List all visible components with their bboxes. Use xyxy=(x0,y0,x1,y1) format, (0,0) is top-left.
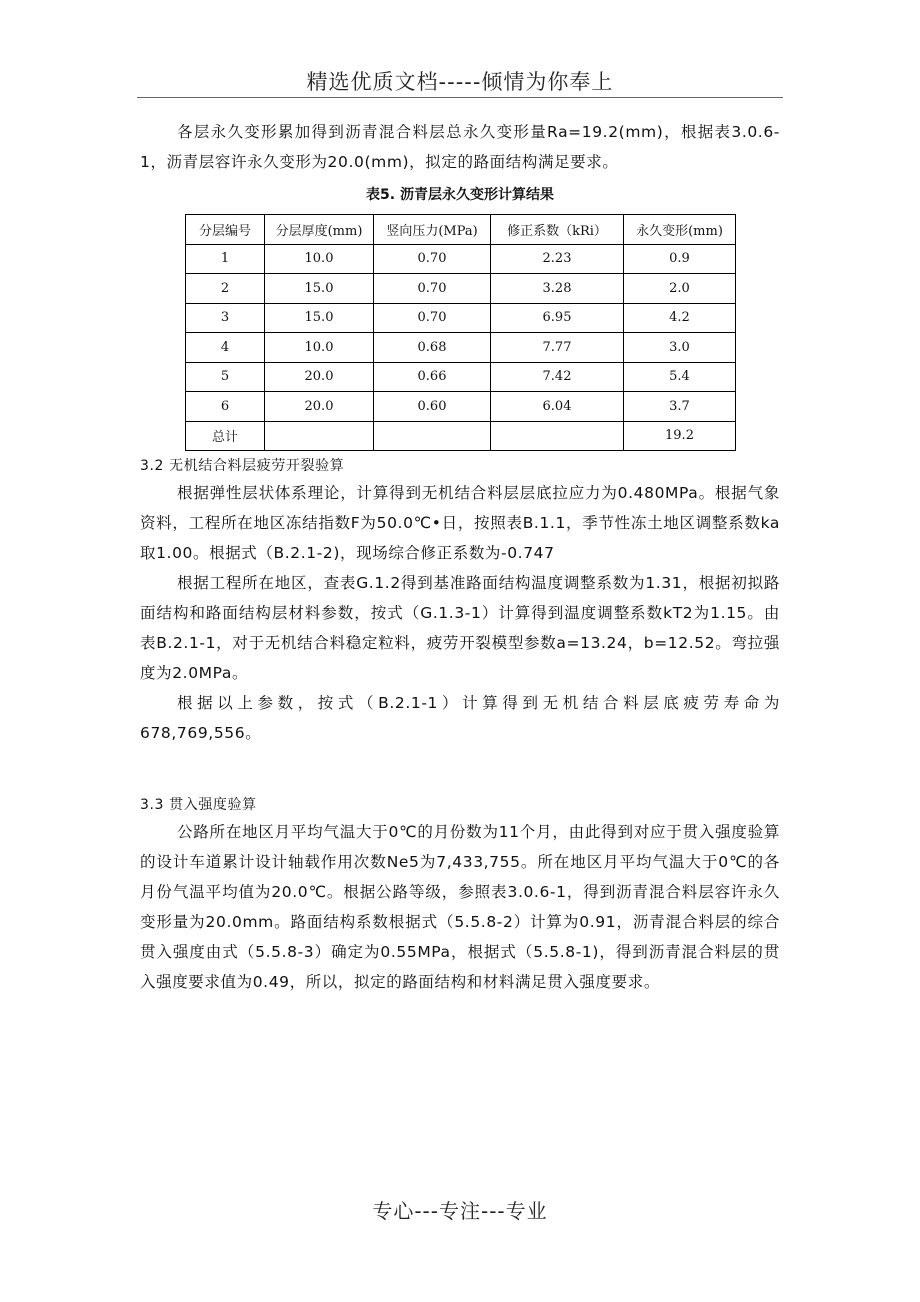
table-header-row xyxy=(186,215,736,245)
header-rule xyxy=(137,97,783,98)
section-3-2-paragraph: 根据工程所在地区，查表G.1.2得到基准路面结构温度调整系数为1.31，根据初拟路面结构和路面结构层材料参数，按式（G.1.3-1）计算得到温度调整系数kT2为1.15。由表B.2.1-1，对于无机结合料稳定粒料，疲劳开裂模型参数a=13.24，b=12.52。弯拉强度为2.0MPa。 xyxy=(140,574,780,682)
table-cell xyxy=(374,421,491,451)
table-cell: 19.2 xyxy=(624,421,736,451)
table-header-cell: 分层编号 xyxy=(186,215,265,245)
intro-paragraph: 各层永久变形累加得到沥青混合料层总永久变形量Ra=19.2(mm)，根据表3.0.6-1，沥青层容许永久变形为20.0(mm)，拟定的路面结构满足要求。 xyxy=(140,123,780,171)
page-header: 精选优质文档-----倾情为你奉上 xyxy=(306,70,614,94)
table-header-cell: 分层厚度(mm) xyxy=(265,215,374,245)
table-cell: 5.4 xyxy=(624,362,736,392)
section-3-2-paragraph: 根据以上参数，按式（B.2.1-1）计算得到无机结合料层底疲劳寿命为678,769,556。 xyxy=(140,694,780,742)
table-cell: 7.42 xyxy=(491,362,624,392)
document-body xyxy=(140,117,780,997)
table-cell: 0.68 xyxy=(374,333,491,363)
table-row xyxy=(186,274,736,304)
table-cell xyxy=(265,421,374,451)
table-cell: 2.0 xyxy=(624,274,736,304)
section-3-2-heading: 3.2 无机结合料层疲劳开裂验算 xyxy=(140,458,345,474)
table-header-cell: 永久变形(mm) xyxy=(624,215,736,245)
table-row xyxy=(186,303,736,333)
table-cell: 6.95 xyxy=(491,303,624,333)
section-spacer xyxy=(140,748,780,790)
table-row xyxy=(186,362,736,392)
table-cell: 15.0 xyxy=(265,303,374,333)
table-row xyxy=(186,333,736,363)
table-cell: 1 xyxy=(186,244,265,274)
table-cell: 6 xyxy=(186,392,265,422)
table-row xyxy=(186,244,736,274)
table-cell: 0.60 xyxy=(374,392,491,422)
table-cell: 4 xyxy=(186,333,265,363)
section-3-3-paragraph: 公路所在地区月平均气温大于0℃的月份数为11个月，由此得到对应于贯入强度验算的设计车道累计设计轴载作用次数Ne5为7,433,755。所在地区月平均气温大于0℃的各月份气温平均值为20.0℃。根据公路等级，参照表3.0.6-1，得到沥青混合料层容许永久变形量为20.0mm。路面结构系数根据式（5.5.8-2）计算为0.91，沥青混合料层的综合贯入强度由式（5.5.8-3）确定为0.55MPa，根据式（5.5.8-1)，得到沥青混合料层的贯入强度要求值为0.49，所以，拟定的路面结构和材料满足贯入强度要求。 xyxy=(140,823,780,991)
table-cell: 3.28 xyxy=(491,274,624,304)
table-cell: 0.70 xyxy=(374,244,491,274)
table-row xyxy=(186,392,736,422)
table-cell: 20.0 xyxy=(265,392,374,422)
page-footer: 专心---专注---专业 xyxy=(372,1199,548,1223)
table-cell: 0.70 xyxy=(374,303,491,333)
table-header-cell: 竖向压力(MPa) xyxy=(374,215,491,245)
table-caption: 表5. 沥青层永久变形计算结果 xyxy=(366,187,554,203)
table-cell: 0.66 xyxy=(374,362,491,392)
table-cell: 6.04 xyxy=(491,392,624,422)
section-3-3-heading: 3.3 贯入强度验算 xyxy=(140,797,257,813)
table-cell: 10.0 xyxy=(265,333,374,363)
table-cell: 20.0 xyxy=(265,362,374,392)
table-cell: 10.0 xyxy=(265,244,374,274)
table-cell: 7.77 xyxy=(491,333,624,363)
table-cell: 15.0 xyxy=(265,274,374,304)
table-cell xyxy=(491,421,624,451)
section-3-2-paragraph: 根据弹性层状体系理论，计算得到无机结合料层层底拉应力为0.480MPa。根据气象资料，工程所在地区冻结指数F为50.0℃•日，按照表B.1.1，季节性冻土地区调整系数ka取1.00。根据式（B.2.1-2)，现场综合修正系数为-0.747 xyxy=(140,484,780,562)
table-header-cell: 修正系数（kRi） xyxy=(491,215,624,245)
table-cell: 2 xyxy=(186,274,265,304)
table-cell: 总计 xyxy=(186,421,265,451)
table-cell: 2.23 xyxy=(491,244,624,274)
table-total-row xyxy=(186,421,736,451)
table-cell: 3 xyxy=(186,303,265,333)
table-cell: 5 xyxy=(186,362,265,392)
table-cell: 3.0 xyxy=(624,333,736,363)
deformation-table xyxy=(185,214,736,451)
table-cell: 4.2 xyxy=(624,303,736,333)
table-cell: 0.9 xyxy=(624,244,736,274)
table-cell: 0.70 xyxy=(374,274,491,304)
table-cell: 3.7 xyxy=(624,392,736,422)
